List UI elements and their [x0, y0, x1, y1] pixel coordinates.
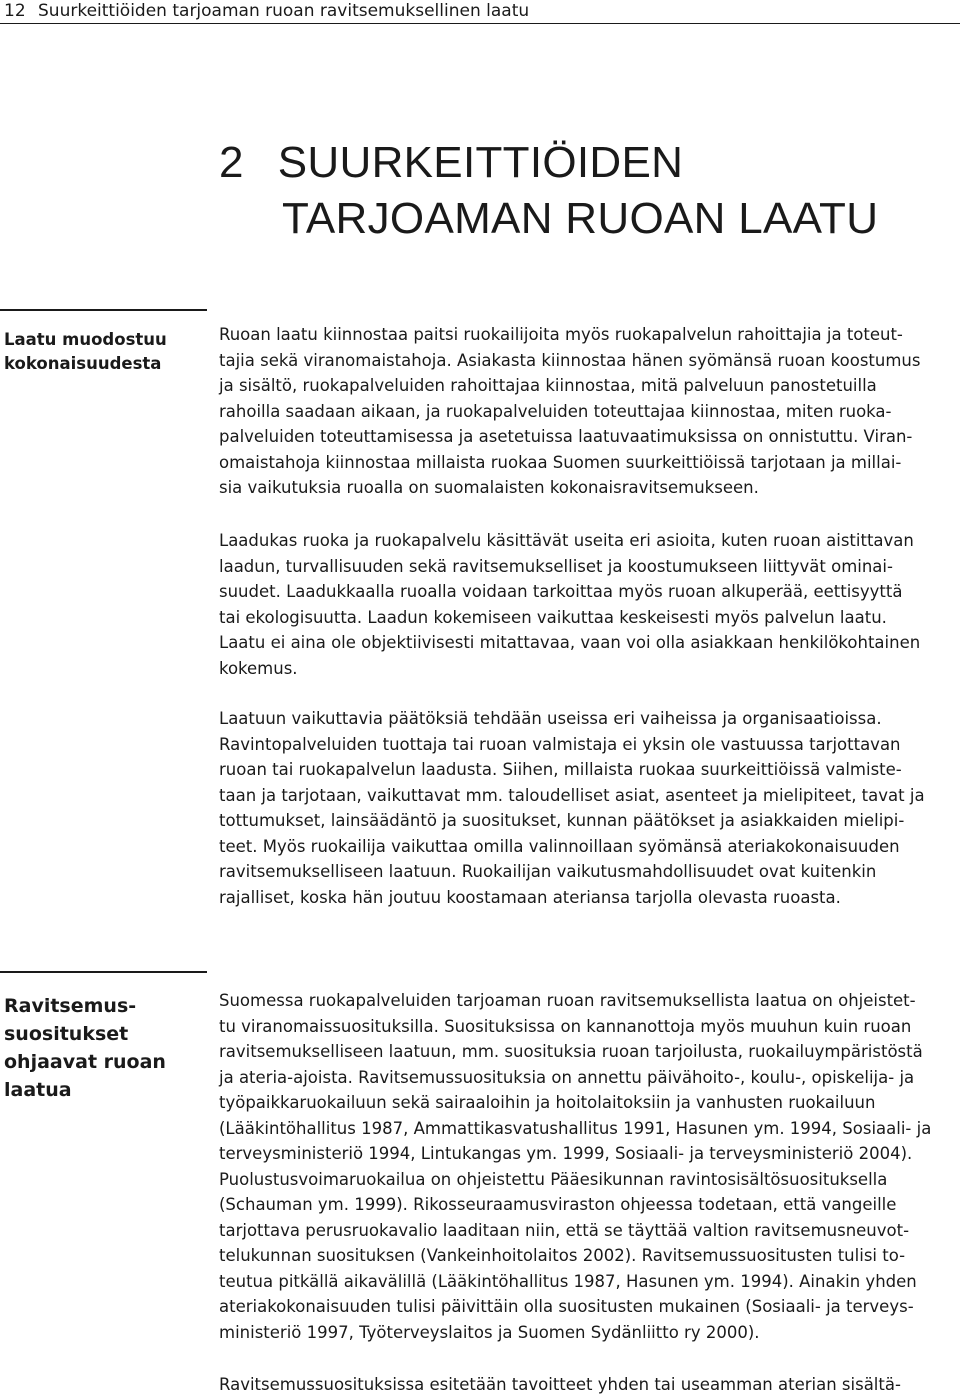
- paragraph: Ruoan laatu kiinnostaa paitsi ruokailijoita myös ruokapalvelun rahoittajia ja toteut- tajia sekä viranomaistahoja. Asiakasta kiinnostaa hänen syömänsä ruoan koostumus ja sisältö, ruokapalveluiden rahoittajaa kiinnostaa, mitä palveluun panostetuilla rahoilla saadaan aikaan, ja ruokapalveluiden toteuttajaa kiinnostaa, miten ruoka- palveluiden toteuttamisessa ja asetetuissa laatuvaatimuksissa on onnistuttu. Viran- omaistahoja kiinnostaa millaista ruokaa Suomen suurkeittiöissä tarjotaan ja millai- sia vaikutuksia ruoalla on suomalaisten kokonaisravitsemukseen.: [219, 325, 921, 497]
- paragraph: Ravitsemussuosituksissa esitetään tavoitteet yhden tai useamman aterian sisältä-: [219, 1375, 901, 1394]
- chapter-title-line-1: 2 SUURKEITTIÖIDEN: [219, 138, 684, 187]
- chapter-title: [219, 135, 878, 247]
- running-head-title: Suurkeittiöiden tarjoaman ruoan ravitsemuksellinen laatu: [38, 1, 530, 21]
- page-number: 12: [4, 1, 26, 21]
- section-divider: [0, 309, 207, 311]
- margin-heading: Ravitsemus- suositukset ohjaavat ruoan laatua: [4, 995, 166, 1101]
- margin-heading: Laatu muodostuu kokonaisuudesta: [4, 330, 167, 373]
- paragraph: Laatuun vaikuttavia päätöksiä tehdään useissa eri vaiheissa ja organisaatioissa. Ravintopalveluiden tuottaja tai ruoan valmistaja ei yksin ole vastuussa tarjottavan ruoan tai ruokapalvelun laadusta. Siihen, millaista ruokaa suurkeittiöissä valmiste- taan ja tarjotaan, vaikuttavat mm. taloudelliset asiat, asenteet ja mielipiteet, tavat ja tottumukset, lainsäädäntö ja suositukset, kunnan päätökset ja asiakkaiden mielipi- teet. Myös ruokailija vaikuttaa omilla valinnoillaan syömänsä ateriakokonaisuuden ravitsemukselliseen laatuun. Ruokailijan vaikutusmahdollisuudet ovat kuitenkin rajalliset, koska hän joutuu koostamaan ateriansa tarjolla olevasta ruoasta.: [219, 709, 925, 907]
- paragraph: Laadukas ruoka ja ruokapalvelu käsittävät useita eri asioita, kuten ruoan aistittavan laadun, turvallisuuden sekä ravitsemukselliset ja koostumukseen liittyvät ominai- suudet. Laadukkaalla ruoalla voidaan tarkoittaa myös ruoan alkuperää, eettisyyttä tai ekologisuutta. Laadun kokemiseen vaikuttaa keskeisesti myös palvelun laatu. Laatu ei aina ole objektiivisesti mitattavaa, vaan voi olla asiakkaan henkilökohtainen kokemus.: [219, 531, 921, 678]
- paragraph: Suomessa ruokapalveluiden tarjoaman ruoan ravitsemuksellista laatua on ohjeistet- tu viranomaissuosituksilla. Suosituksissa on kannanottoja myös muuhun kuin ruoan ravitsemukselliseen laatuun, mm. suosituksia ruoan tarjoilusta, ruokailuympäristöstä ja ateria-ajoista. Ravitsemussuosituksia on annettu päivähoito-, koulu-, opiskelija- ja työpaikkaruokailuun sekä sairaaloihin ja hoitolaitoksiin ja vanhusten ruokailuun (Lääkintöhallitus 1987, Ammattikasvatushallitus 1991, Hasunen ym. 1994, Sosiaali- ja terveysministeriö 1994, Lintukangas ym. 1999, Sosiaali- ja terveysministeriö 2004). Puolustusvoimaruokailua on ohjeistettu Pääesikunnan ravintosisältösuosituksella (Schauman ym. 1999). Rikosseuraamusviraston ohjeessa todetaan, että vangeille tarjottava perusruokavalio laaditaan niin, että se täyttää valtion ravitsemusneuvot- telukunnan suosituksen (Vankeinhoitolaitos 2002). Ravitsemussuositusten tulisi to- teutua pitkällä aikavälillä (Lääkintöhallitus 1987, Hasunen ym. 1994). Ainakin yhden ateriakokonaisuuden tulisi päivittäin olla suositusten mukainen (Sosiaali- ja terveys- ministeriö 1997, Työterveyslaitos ja Suomen Sydänliitto ry 2000).: [219, 991, 932, 1342]
- section-divider: [0, 971, 207, 973]
- chapter-number: 2: [219, 138, 244, 187]
- chapter-title-line-2: TARJOAMAN RUOAN LAATU: [282, 194, 879, 243]
- running-head: [0, 0, 960, 24]
